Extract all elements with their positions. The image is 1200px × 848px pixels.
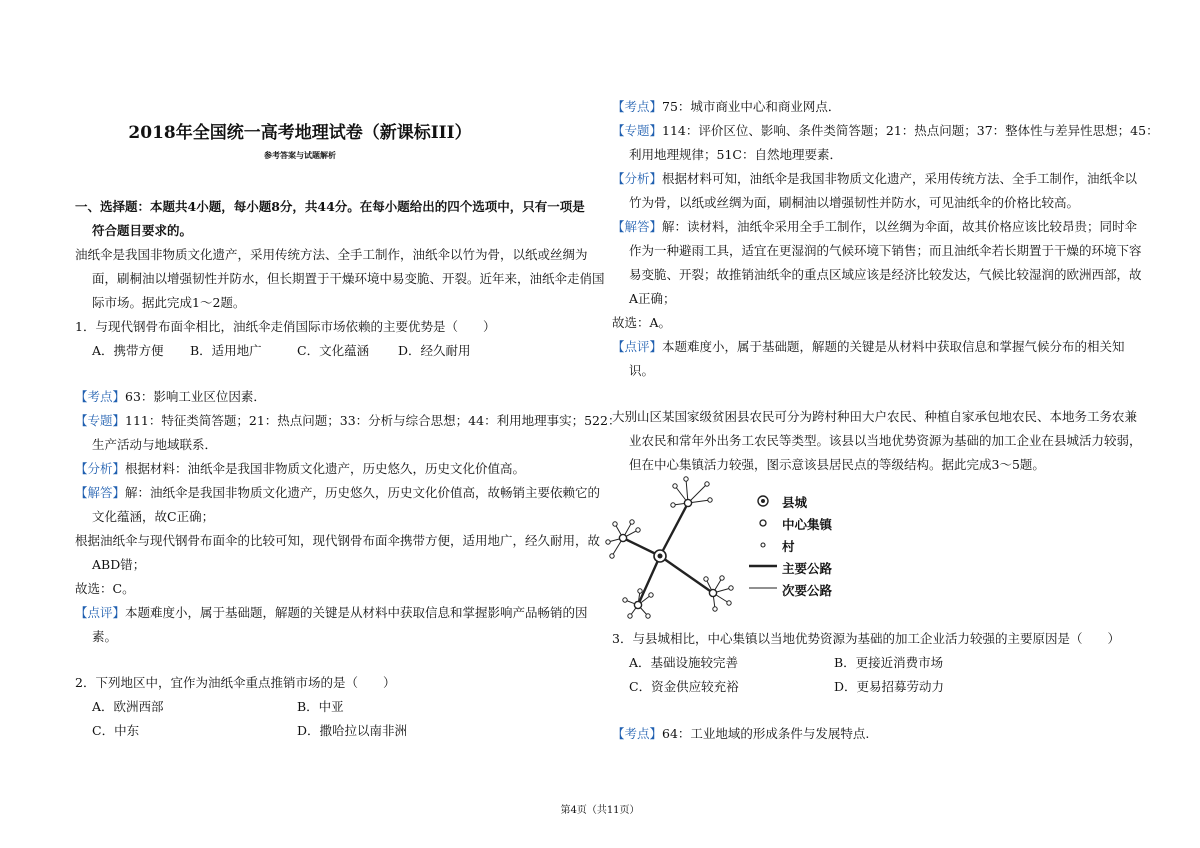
page-subtitle: 参考答案与试题解析 [264,150,336,160]
question-3-option-d: D．更易招募劳动力 [834,679,945,694]
q2-zhuanti-text: 114：评价区位、影响、条件类简答题；21：热点问题；37：整体性与差异性思想；45： [662,123,1159,138]
kaodian-tag: 【考点】 [612,99,663,114]
q1-zhuanti [75,412,620,430]
question-1-option-c: C．文化蕴涵 [297,343,370,358]
legend-village-label: 村 [782,539,795,554]
q2-dianping [612,338,1125,356]
q1-jieda-text: 解：油纸伞是我国非物质文化遗产，历史悠久，历史文化价值高，故畅销主要依赖它的 [125,485,601,500]
question-2-option-a: A．欧洲西部 [92,699,164,714]
q3-kaodian-text: 64：工业地域的形成条件与发展特点. [662,726,870,741]
dianping-tag: 【点评】 [75,605,126,620]
q2-kaodian [612,98,840,116]
question-3-option-a: A．基础设施较完善 [629,655,739,670]
material-2-line-3: 但在中心集镇活力较强，图示意该县居民点的等级结构。据此完成3～5题。 [629,457,1045,472]
legend-secondary-road-label: 次要公路 [782,583,833,598]
q1-jieda-cont: 文化蕴涵，故C正确； [92,509,215,524]
q2-jieda-line-3: 易变脆、开裂；故推销油纸伞的重点区域应该是经济比较发达，气候比较湿润的欧洲西部，故 [629,267,1142,282]
q1-kaodian-text: 63：影响工业区位因素． [125,389,266,404]
zhuanti-tag: 【专题】 [75,413,126,428]
q2-fenxi-cont: 竹为骨，以纸或丝绸为面，刷桐油以增强韧性并防水，可见油纸伞的价格比较高。 [629,195,1080,210]
question-3-stem: 3．与县城相比，中心集镇以当地优势资源为基础的加工企业活力较强的主要原因是（ ） [612,631,1120,646]
question-2-option-d: D．撒哈拉以南非洲 [297,723,408,738]
legend-main-road-label: 主要公路 [782,561,833,576]
question-2-option-b: B．中亚 [297,699,344,714]
q3-kaodian [612,725,869,743]
q1-extra: 根据油纸伞与现代钢骨布面伞的比较可知，现代钢骨布面伞携带方便，适用地广，经久耐用，故 [75,533,601,548]
legend-symbols [749,496,777,588]
page-footer: 第4页（共11页） [560,805,640,816]
main-road [660,503,688,556]
page-title: 2018年全国统一高考地理试卷（新课标III） [128,123,472,143]
question-1-option-d: D．经久耐用 [398,343,471,358]
q2-fenxi [612,170,1137,188]
material-1-line-1: 油纸伞是我国非物质文化遗产，采用传统方法、全手工制作，油纸伞以竹为骨，以纸或丝绸为 [75,247,588,262]
q1-extra-cont: ABD错； [92,557,146,572]
q1-dianping [75,604,588,622]
material-2-line-1: 大别山区某国家级贫困县农民可分为跨村种田大户农民、种植自家承包地农民、本地务工务农兼 [612,409,1138,424]
q2-dianping-text: 本题难度小，属于基础题，解题的关键是从材料中获取信息和掌握气候分布的相关知 [662,339,1125,354]
legend-town-label: 中心集镇 [782,517,833,532]
q1-kaodian [75,388,266,406]
q2-jieda-line-4: A正确； [629,291,676,306]
kaodian-tag: 【考点】 [612,726,663,741]
section-heading: 一、选择题：本题共4小题，每小题8分，共44分。在每小题给出的四个选项中，只有一项是 [75,199,585,214]
q2-kaodian-text: 75：城市商业中心和商业网点． [662,99,841,114]
town-markers [619,499,716,608]
fenxi-tag: 【分析】 [75,461,126,476]
q1-fenxi [75,460,525,478]
dianping-tag: 【点评】 [612,339,663,354]
q1-fenxi-text: 根据材料：油纸伞是我国非物质文化遗产，历史悠久，历史文化价值高。 [125,461,526,476]
jieda-tag: 【解答】 [75,485,126,500]
main-road [638,556,660,605]
question-3-option-c: C．资金供应较充裕 [629,679,739,694]
main-road [660,556,713,593]
q2-fenxi-text: 根据材料可知，油纸伞是我国非物质文化遗产，采用传统方法、全手工制作，油纸伞以 [662,171,1138,186]
q1-zhuanti-text: 111：特征类简答题；21：热点问题；33：分析与综合思想；44：利用地理事实；522： [125,413,621,428]
q2-jieda [612,218,1137,236]
q1-answer: 故选：C。 [75,581,135,596]
question-1-option-b: B．适用地广 [190,343,262,358]
legend-county-label: 县城 [782,495,808,510]
q2-zhuanti-cont: 利用地理规律；51C：自然地理要素． [629,147,842,162]
county-seat-dot [658,554,663,559]
question-1-option-a: A．携带方便 [92,343,164,358]
q2-jieda-line-2: 作为一种避雨工具，适宜在更湿润的气候环境下销售；而且油纸伞若长期置于干燥的环境下容 [629,243,1142,258]
question-3-option-b: B．更接近消费市场 [834,655,944,670]
q2-answer: 故选：A。 [612,315,672,330]
jieda-tag: 【解答】 [612,219,663,234]
q1-zhuanti-cont: 生产活动与地域联系． [92,437,218,452]
q1-dianping-text: 本题难度小，属于基础题，解题的关键是从材料中获取信息和掌握影响产品畅销的因 [125,605,588,620]
material-1-line-3: 际市场。据此完成1～2题。 [92,295,246,310]
kaodian-tag: 【考点】 [75,389,126,404]
question-1-stem: 1．与现代钢骨布面伞相比，油纸伞走俏国际市场依赖的主要优势是（ ） [75,319,496,334]
question-2-stem: 2．下列地区中，宜作为油纸伞重点推销市场的是（ ） [75,675,396,690]
q1-jieda [75,484,600,502]
material-2-line-2: 业农民和常年外出务工农民等类型。该县以当地优势资源为基础的加工企业在县城活力较弱， [629,433,1142,448]
fenxi-tag: 【分析】 [612,171,663,186]
q1-dianping-cont: 素。 [92,629,118,644]
zhuanti-tag: 【专题】 [612,123,663,138]
q2-jieda-text: 解：读材料，油纸伞采用全手工制作，以丝绸为伞面，故其价格应该比较昂贵；同时伞 [662,219,1138,234]
q2-dianping-cont: 识。 [629,363,655,378]
q2-zhuanti [612,122,1159,140]
question-2-option-c: C．中东 [92,723,140,738]
section-heading-cont: 符合题目要求的。 [92,223,193,238]
material-1-line-2: 面，刷桐油以增强韧性并防水，但长期置于干燥环境中易变脆、开裂。近年来，油纸伞走俏国 [92,271,605,286]
